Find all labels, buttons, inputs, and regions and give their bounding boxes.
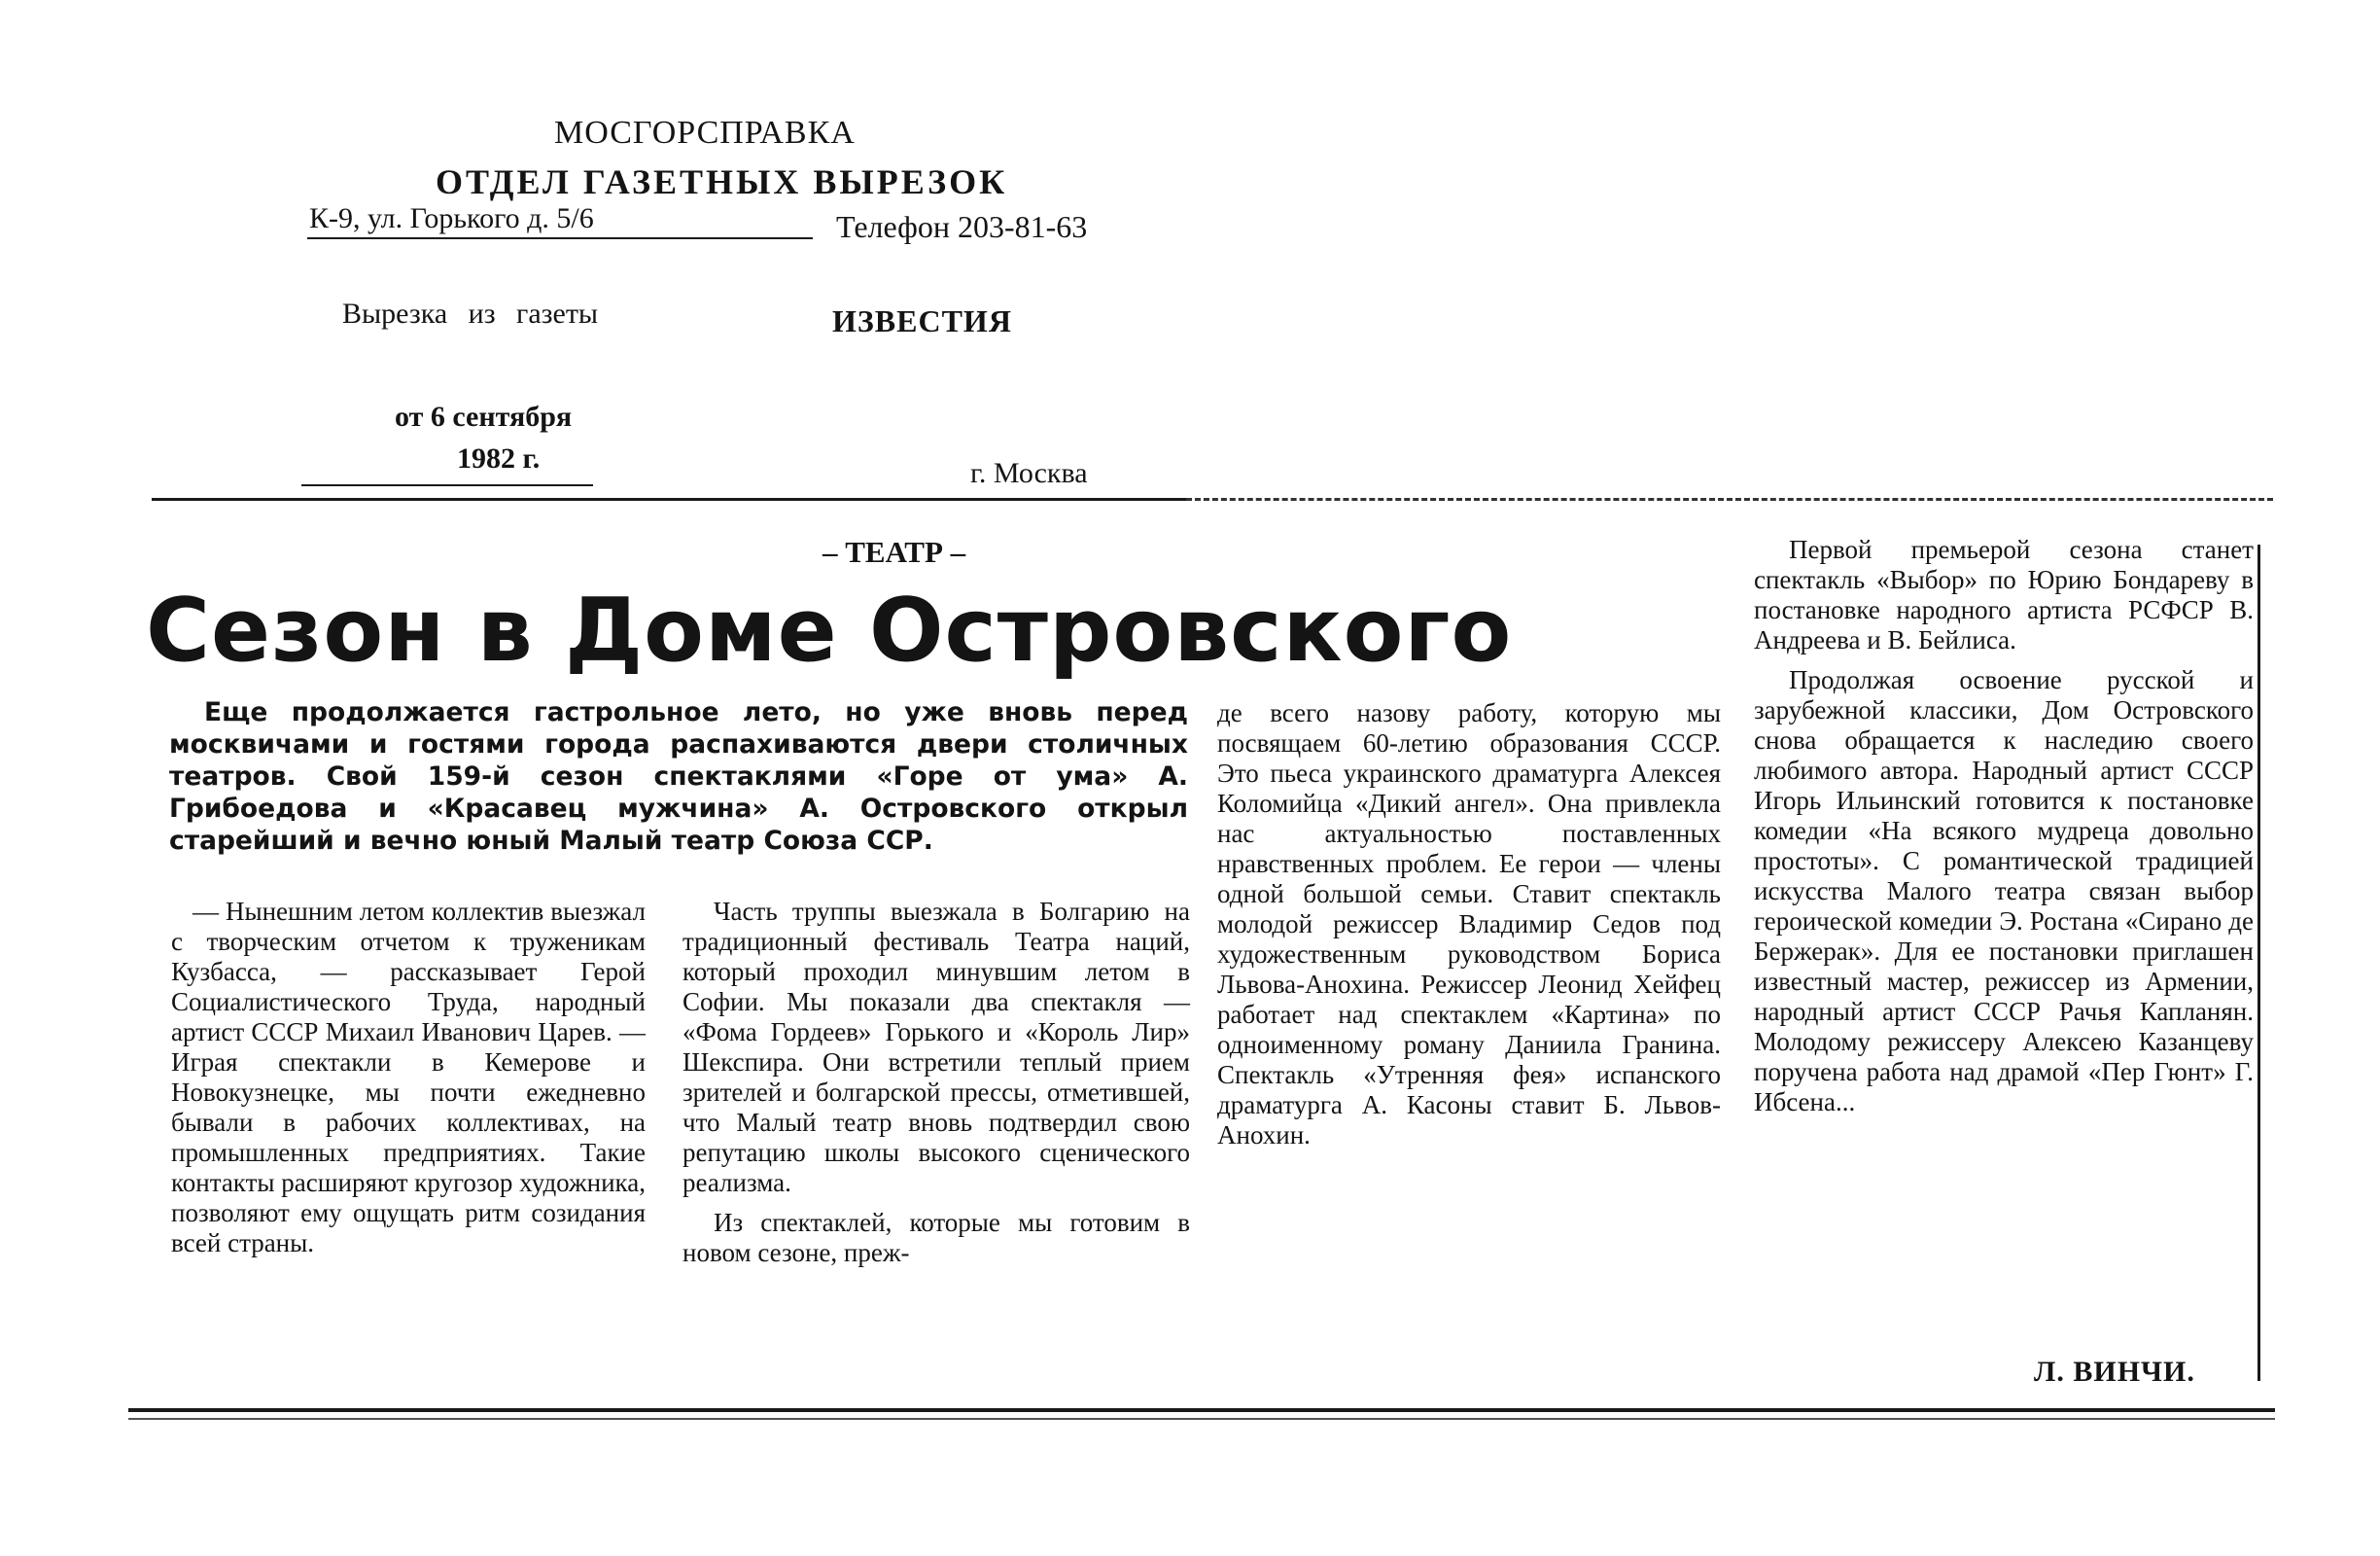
column-2: [682, 897, 1190, 1268]
stamp-phone: Телефон 203-81-63: [836, 209, 1088, 244]
column-4-para-2: Продолжая освоение русской и зарубежной классики, Дом Островского снова обращается к наследию своего любимого автора. Народный артист СССР Игорь Ильинский готовится к постановке комедии «На всякого мудреца довольно простоты». С романтической традицией искусства Малого театра связан выбор героической комедии Э. Ростана «Сирано де Бержерак». Для ее постановки приглашен известный мастер, режиссер из Армении, народный артист СССР Рачья Капланян. Молодому режиссеру Алексею Казанцеву поручена работа над драмой «Пер Гюнт» Г. Ибсена...: [1754, 665, 2254, 1116]
column-4: [1754, 535, 2254, 1117]
newspaper-name: ИЗВЕСТИЯ: [832, 303, 1012, 338]
top-rule-dashed: [1186, 498, 2273, 501]
stamp-org: МОСГОРСПРАВКА: [554, 115, 856, 151]
column-4-border: [2258, 545, 2260, 1381]
stamp-address: К-9, ул. Горького д. 5/6: [309, 202, 594, 234]
date-day: от 6 сентября: [395, 401, 573, 433]
author-signature: Л. ВИНЧИ.: [2034, 1356, 2195, 1388]
column-2-para-1: Часть труппы выезжала в Болгарию на традиционный фестиваль Театра наций, который проходил минувшим летом в Софии. Мы показали два спектакля — «Фома Гордеев» Горького и «Король Лир» Шекспира. Они встретили теплый прием зрителей и болгарской прессы, отметившей, что Малый театр вновь подтвердил свою репутацию школы высокого сценического реализма.: [682, 897, 1190, 1197]
clip-label: Вырезка из газеты: [342, 298, 599, 330]
lead-paragraph: Еще продолжается гастрольное лето, но уже вновь перед москвичами и гостями города распахиваются двери столичных театров. Свой 159-й сезон спектаклями «Горе от ума» А. Грибоедова и «Красавец мужчина» А. Островского открыл старейший и вечно юный Малый театр Союза ССР.: [169, 697, 1188, 856]
column-3: де всего назову работу, которую мы посвящаем 60-летию образования СССР. Это пьеса украинского драматурга Алексея Коломийца «Дикий ангел». Она привлекла нас актуальностью поставленных нравственных проблем. Ее герои — члены одной большой семьи. Ставит спектакль молодой режиссер Владимир Седов под художественным руководством Бориса Львова-Анохина. Режиссер Леонид Хейфец работает над спектаклем «Картина» по одноименному роману Даниила Гранина. Спектакль «Утренняя фея» испанского драматурга А. Касоны ставит Б. Львов-Анохин.: [1217, 698, 1721, 1149]
bottom-rule-top: [128, 1408, 2275, 1412]
top-rule-solid: [152, 498, 1186, 501]
bottom-rule-bottom: [128, 1418, 2275, 1420]
headline: Сезон в Доме Островского: [146, 580, 1513, 682]
date-year: 1982 г.: [457, 442, 541, 475]
address-underline: [307, 237, 813, 239]
rubric: – ТЕАТР –: [822, 535, 966, 569]
column-2-para-2: Из спектаклей, которые мы готовим в новом сезоне, преж-: [682, 1208, 1190, 1267]
column-4-para-1: Первой премьерой сезона станет спектакль «Выбор» по Юрию Бондареву в постановке народного артиста РСФСР В. Андреева и В. Бейлиса.: [1754, 535, 2254, 654]
column-1: — Нынешним летом коллектив выезжал с творческим отчетом к труженикам Кузбасса, — рассказывает Герой Социалистического Труда, народный артист СССР Михаил Иванович Царев. — Играя спектакли в Кемерове и Новокузнецке, мы почти ежедневно бывали в рабочих коллективах, на промышленных предприятиях. Такие контакты расширяют кругозор художника, позволяют ему ощущать ритм созидания всей страны.: [171, 897, 647, 1257]
stamp-dept: ОТДЕЛ ГАЗЕТНЫХ ВЫРЕЗОК: [436, 162, 1008, 201]
date-underline: [301, 484, 593, 486]
city: г. Москва: [970, 457, 1088, 489]
